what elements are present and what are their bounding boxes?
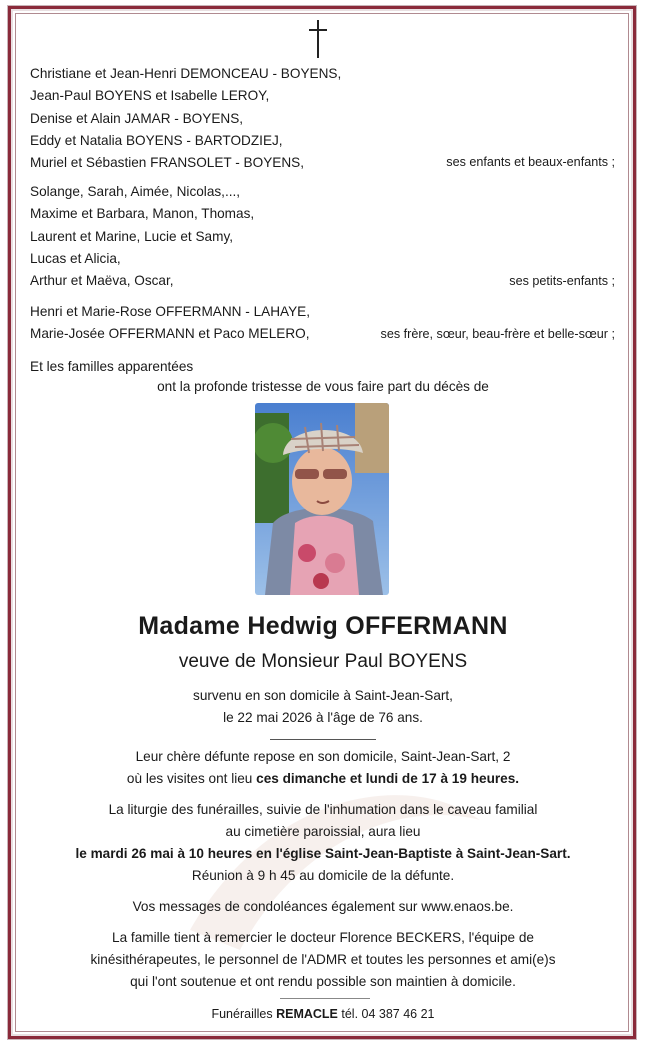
funeral-meeting: Réunion à 9 h 45 au domicile de la défunte. — [191, 868, 455, 883]
family-line: Christiane et Jean-Henri DEMONCEAU - BOYENS, — [30, 66, 342, 81]
death-place: survenu en son domicile à Saint-Jean-Sart, — [193, 688, 453, 703]
funeral-line: au cimetière paroissial, aura lieu — [225, 824, 421, 839]
footer-divider — [280, 998, 370, 999]
family-line: Solange, Sarah, Aimée, Nicolas,..., — [30, 184, 241, 199]
relation-label: ses frère, sœur, beau-frère et belle-sœur ; — [380, 327, 615, 341]
divider — [270, 739, 376, 740]
family-line: Lucas et Alicia, — [30, 250, 121, 266]
condolences-line: Vos messages de condoléances également sur www.enaos.be. — [132, 899, 514, 914]
family-line: Henri et Marie-Rose OFFERMANN - LAHAYE, — [30, 304, 310, 319]
relation-label: ses petits-enfants ; — [509, 274, 615, 288]
family-line: Marie-Josée OFFERMANN et Paco MELERO, — [30, 326, 310, 342]
siblings-list — [30, 301, 310, 346]
visitation-hours: où les visites ont lieu ces dimanche et lundi de 17 à 19 heures. — [126, 771, 520, 786]
relation-label: ses enfants et beaux-enfants ; — [446, 155, 615, 169]
thanks-line: kinésithérapeutes, le personnel de l'ADMR et toutes les personnes et ami(e)s — [90, 952, 556, 967]
widow-of: veuve de Monsieur Paul BOYENS — [178, 651, 468, 672]
thanks-line: La famille tient à remercier le docteur Florence BECKERS, l'équipe de — [112, 930, 534, 945]
children-list — [30, 63, 341, 174]
portrait-photo — [255, 403, 389, 595]
grandchildren-list — [30, 181, 254, 292]
family-line: Denise et Alain JAMAR - BOYENS, — [30, 110, 244, 126]
cross-icon — [309, 20, 327, 60]
footer: Funérailles REMACLE tél. 04 387 46 21 — [211, 1007, 435, 1021]
visitation-line: Leur chère défunte repose en son domicile, Saint-Jean-Sart, 2 — [135, 749, 511, 764]
family-line: Jean-Paul BOYENS et Isabelle LEROY, — [30, 88, 270, 104]
family-line: Maxime et Barbara, Manon, Thomas, — [30, 206, 255, 222]
thanks-line: qui l'ont soutenue et ont rendu possible son maintien à domicile. — [130, 974, 516, 989]
family-line: Laurent et Marine, Lucie et Samy, — [30, 228, 234, 244]
families-line: Et les familles apparentées — [30, 359, 194, 374]
funeral-date: le mardi 26 mai à 10 heures en l'église Saint-Jean-Baptiste à Saint-Jean-Sart. — [75, 846, 571, 861]
family-line: Arthur et Maëva, Oscar, — [30, 273, 174, 289]
death-date: le 22 mai 2026 à l'âge de 76 ans. — [223, 710, 423, 725]
announcement: ont la profonde tristesse de vous faire part du décès de — [157, 379, 489, 394]
deceased-name: Madame Hedwig OFFERMANN — [138, 612, 508, 640]
family-line: Muriel et Sébastien FRANSOLET - BOYENS, — [30, 155, 304, 171]
family-line: Eddy et Natalia BOYENS - BARTODZIEJ, — [30, 132, 283, 148]
funeral-line: La liturgie des funérailles, suivie de l'inhumation dans le caveau familial — [108, 802, 538, 817]
